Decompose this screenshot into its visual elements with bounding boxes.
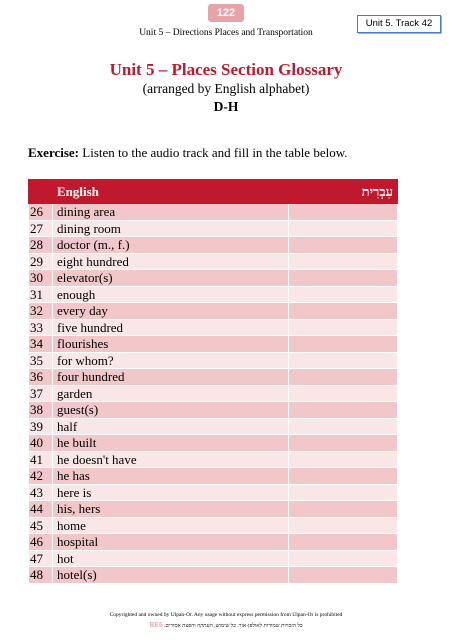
running-header: Unit 5 – Directions Places and Transportation — [139, 28, 313, 38]
english-term: flourishes — [53, 336, 289, 353]
row-number: 39 — [29, 418, 53, 435]
hebrew-answer-cell[interactable] — [289, 567, 398, 584]
table-row — [29, 352, 398, 369]
hebrew-answer-cell[interactable] — [289, 501, 398, 518]
table-row — [29, 220, 398, 237]
row-number: 33 — [29, 319, 53, 336]
hebrew-answer-cell[interactable] — [289, 484, 398, 501]
english-term: his, hers — [53, 501, 289, 518]
row-number: 48 — [29, 567, 53, 584]
row-number: 29 — [29, 253, 53, 270]
hebrew-answer-cell[interactable] — [289, 303, 398, 320]
english-term: here is — [53, 484, 289, 501]
page-title: Unit 5 – Places Section Glossary — [109, 60, 343, 79]
english-term: five hundred — [53, 319, 289, 336]
row-number: 32 — [29, 303, 53, 320]
hebrew-answer-cell[interactable] — [289, 550, 398, 567]
table-row — [29, 567, 398, 584]
table-row — [29, 517, 398, 534]
table-row — [29, 336, 398, 353]
table-row — [29, 385, 398, 402]
row-number: 31 — [29, 286, 53, 303]
exercise-text: Listen to the audio track and fill in the table below. — [79, 145, 348, 160]
english-term: enough — [53, 286, 289, 303]
hebrew-answer-cell[interactable] — [289, 270, 398, 287]
row-number: 30 — [29, 270, 53, 287]
column-header-hebrew: עִבְרִית — [289, 180, 398, 204]
copyright-english: Copyrighted and owned by Ulpan-Or. Any usage without express permission from Ulpan-Or is prohibited — [109, 612, 343, 618]
hebrew-answer-cell[interactable] — [289, 418, 398, 435]
english-term: for whom? — [53, 352, 289, 369]
row-number: 27 — [29, 220, 53, 237]
table-row — [29, 435, 398, 452]
hebrew-answer-cell[interactable] — [289, 319, 398, 336]
table-row — [29, 451, 398, 468]
table-row — [29, 550, 398, 567]
english-term: home — [53, 517, 289, 534]
english-term: he doesn't have — [53, 451, 289, 468]
hebrew-answer-cell[interactable] — [289, 352, 398, 369]
hebrew-answer-cell[interactable] — [289, 253, 398, 270]
hebrew-answer-cell[interactable] — [289, 402, 398, 419]
english-term: four hundred — [53, 369, 289, 386]
table-row — [29, 286, 398, 303]
english-term: hot — [53, 550, 289, 567]
table-row — [29, 484, 398, 501]
hebrew-answer-cell[interactable] — [289, 468, 398, 485]
table-row — [29, 402, 398, 419]
footer-code: RE6 — [149, 621, 163, 629]
row-number: 26 — [29, 204, 53, 221]
table-row — [29, 468, 398, 485]
hebrew-answer-cell[interactable] — [289, 336, 398, 353]
row-number: 45 — [29, 517, 53, 534]
hebrew-answer-cell[interactable] — [289, 204, 398, 221]
english-term: dining room — [53, 220, 289, 237]
page-subtitle: (arranged by English alphabet) — [142, 81, 310, 96]
table-header-row — [29, 180, 398, 204]
english-term: eight hundred — [53, 253, 289, 270]
table-row — [29, 534, 398, 551]
table-row — [29, 303, 398, 320]
row-number: 46 — [29, 534, 53, 551]
row-number: 28 — [29, 237, 53, 254]
copyright-hebrew-text: כל הזכויות שמורות לאולפן-אור. כל שימוש, העתקה והפצה אסורים. — [164, 623, 303, 629]
row-number: 37 — [29, 385, 53, 402]
english-term: doctor (m., f.) — [53, 237, 289, 254]
table-row — [29, 369, 398, 386]
english-term: elevator(s) — [53, 270, 289, 287]
alphabet-range: D-H — [213, 99, 239, 114]
hebrew-answer-cell[interactable] — [289, 385, 398, 402]
english-term: garden — [53, 385, 289, 402]
column-header-number — [29, 180, 53, 204]
row-number: 34 — [29, 336, 53, 353]
table-row — [29, 319, 398, 336]
exercise-label: Exercise: — [28, 145, 80, 160]
table-row — [29, 204, 398, 221]
row-number: 42 — [29, 468, 53, 485]
exercise-instruction — [28, 145, 348, 161]
english-term: half — [53, 418, 289, 435]
glossary-rows — [29, 204, 398, 584]
row-number: 41 — [29, 451, 53, 468]
row-number: 38 — [29, 402, 53, 419]
row-number: 35 — [29, 352, 53, 369]
english-term: every day — [53, 303, 289, 320]
hebrew-answer-cell[interactable] — [289, 517, 398, 534]
hebrew-answer-cell[interactable] — [289, 451, 398, 468]
table-row — [29, 418, 398, 435]
english-term: guest(s) — [53, 402, 289, 419]
row-number: 44 — [29, 501, 53, 518]
audio-track-label: Unit 5. Track 42 — [357, 15, 441, 33]
column-header-english: English — [53, 180, 289, 204]
hebrew-answer-cell[interactable] — [289, 369, 398, 386]
english-term: dining area — [53, 204, 289, 221]
english-term: hospital — [53, 534, 289, 551]
hebrew-answer-cell[interactable] — [289, 534, 398, 551]
hebrew-answer-cell[interactable] — [289, 435, 398, 452]
table-row — [29, 253, 398, 270]
page-number-badge: 122 — [208, 4, 244, 22]
english-term: hotel(s) — [53, 567, 289, 584]
row-number: 43 — [29, 484, 53, 501]
copyright-hebrew — [0, 621, 452, 629]
english-term: he has — [53, 468, 289, 485]
table-row — [29, 501, 398, 518]
table-row — [29, 237, 398, 254]
row-number: 47 — [29, 550, 53, 567]
table-row — [29, 270, 398, 287]
hebrew-answer-cell[interactable] — [289, 220, 398, 237]
row-number: 36 — [29, 369, 53, 386]
hebrew-answer-cell[interactable] — [289, 286, 398, 303]
row-number: 40 — [29, 435, 53, 452]
glossary-table — [28, 179, 398, 584]
hebrew-answer-cell[interactable] — [289, 237, 398, 254]
english-term: he built — [53, 435, 289, 452]
